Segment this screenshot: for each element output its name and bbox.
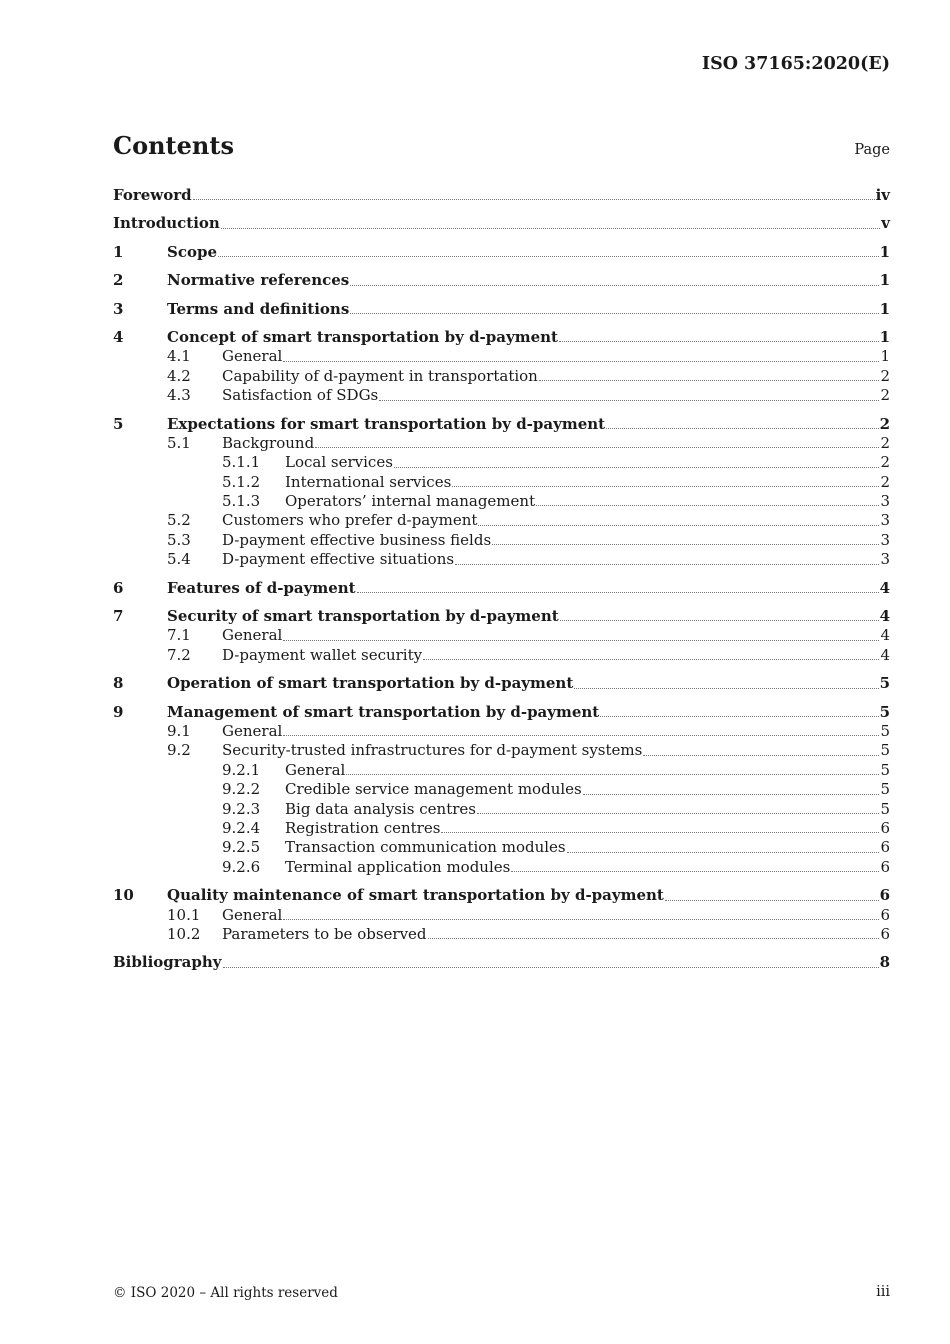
toc-entry[interactable] [113,722,890,741]
toc-entry-page: 8 [879,953,890,972]
toc-entry-title: Operators’ internal management [285,492,536,511]
toc-entry-title: Scope [167,242,218,261]
toc-entry[interactable] [113,741,890,760]
toc-entry[interactable] [113,838,890,857]
toc-entry-page: 4 [879,578,890,597]
toc-entry[interactable] [113,300,890,319]
toc-entry-page: 2 [880,433,890,452]
dot-leader [643,755,879,756]
dot-leader [559,341,879,342]
toc-entry-number: 5.2 [167,511,191,530]
toc-entry-number: 10.1 [167,905,201,924]
toc-entry-page: 3 [880,492,890,511]
dot-leader [423,659,879,660]
toc-entry-number: 6 [113,578,124,597]
dot-leader [606,428,878,429]
toc-entry-page: 3 [880,511,890,530]
toc-entry[interactable] [113,819,890,838]
toc-entry[interactable] [113,243,890,262]
toc-entry-number: 9.2.2 [222,780,261,799]
dot-leader [218,256,879,257]
toc-entry-page: v [881,214,890,233]
toc-entry-page: iv [875,186,890,204]
toc-entry-page: 4 [879,607,890,626]
toc-entry-title: D-payment effective situations [222,550,455,569]
dot-leader [283,919,879,920]
toc-entry-number: 10.2 [167,924,201,943]
dot-leader [665,900,879,901]
toc-entry[interactable] [113,415,890,434]
toc-entry[interactable] [113,328,890,347]
toc-entry-title: Terminal application modules [285,857,511,876]
dot-leader [452,486,879,487]
toc-entry-page: 4 [880,645,890,664]
dot-leader [379,400,879,401]
contents-title: Contents [113,131,234,160]
toc-entry[interactable] [113,925,890,944]
toc-entry-title: Introduction [113,214,220,233]
dot-leader [441,832,879,833]
toc-entry[interactable] [113,646,890,665]
toc-entry-number: 4 [113,327,124,346]
toc-entry[interactable] [113,703,890,722]
dot-leader [357,592,879,593]
toc-entry-number: 5.4 [167,550,191,569]
toc-entry-page: 1 [880,347,890,366]
toc-entry-number: 5.1.2 [222,472,261,491]
toc-entry-page: 5 [880,741,890,760]
toc-entry-title: Operation of smart transportation by d-payment [167,674,574,693]
toc-entry-number: 5 [113,414,124,433]
toc-entry-page: 1 [879,299,890,318]
toc-entry-number: 4.1 [167,347,191,366]
copyright-notice: © ISO 2020 – All rights reserved [113,1285,338,1301]
toc-entry[interactable] [113,886,890,905]
toc-entry-title: Concept of smart transportation by d-payment [167,327,558,346]
toc-entry-title: Satisfaction of SDGs [222,386,379,405]
dot-leader [567,852,880,853]
toc-entry-title: Registration centres [285,818,441,837]
toc-entry-title: Features of d-payment [167,578,356,597]
toc-entry-page: 5 [880,760,890,779]
dot-leader [428,938,880,939]
toc-entry-title: General [222,721,283,740]
dot-leader [193,199,875,200]
toc-entry[interactable] [113,511,890,530]
dot-leader [350,285,878,286]
toc-entry-page: 4 [880,626,890,645]
toc-entry[interactable] [113,386,890,405]
toc-entry-number: 9.2.1 [222,760,261,779]
toc-entry-page: 1 [879,242,890,261]
toc-entry-title: Credible service management modules [285,780,582,799]
toc-entry-title: Security of smart transportation by d-payment [167,607,559,626]
toc-entry-number: 4.2 [167,366,191,385]
toc-entry[interactable] [113,367,890,386]
toc-entry-page: 2 [880,386,890,405]
toc-entry-number: 7.2 [167,645,191,664]
toc-entry-title: International services [285,472,452,491]
toc-entry-title: Quality maintenance of smart transportation by d-payment [167,886,664,905]
toc-entry[interactable] [113,800,890,819]
toc-entry[interactable] [113,906,890,925]
toc-entry[interactable] [113,761,890,780]
toc-entry-title: Terms and definitions [167,299,350,318]
dot-leader [560,620,879,621]
dot-leader [600,716,878,717]
dot-leader [492,544,879,545]
document-id-header: ISO 37165:2020(E) [701,54,890,74]
toc-entry-number: 5.1.3 [222,492,261,511]
toc-entry-number: 9.2.3 [222,799,261,818]
toc-entry[interactable] [113,473,890,492]
toc-entry-number: 9.1 [167,721,191,740]
dot-leader [223,967,879,968]
toc-entry-page: 6 [880,905,890,924]
toc-entry-title: Foreword [113,186,192,204]
toc-entry-title: General [222,905,283,924]
dot-leader [315,447,879,448]
page-column-label: Page [854,142,890,158]
dot-leader [477,813,879,814]
toc-entry[interactable] [113,607,890,626]
toc-entry-number: 9.2 [167,741,191,760]
toc-entry[interactable] [113,579,890,598]
toc-entry-number: 10 [113,886,134,905]
toc-entry[interactable] [113,347,890,366]
toc-entry[interactable] [113,453,890,472]
toc-entry[interactable] [113,531,890,550]
toc-entry-page: 3 [880,530,890,549]
toc-entry-number: 4.3 [167,386,191,405]
toc-entry-page: 2 [880,472,890,491]
toc-entry-page: 5 [880,721,890,740]
toc-entry-page: 6 [880,838,890,857]
toc-entry-number: 2 [113,271,124,290]
toc-entry-page: 2 [880,453,890,472]
toc-entry-title: Normative references [167,271,350,290]
toc-entry-page: 5 [879,702,890,721]
toc-entry-page: 1 [879,327,890,346]
toc-entry[interactable] [113,434,890,453]
toc-entry-title: Local services [285,453,393,472]
toc-entry-number: 9.2.4 [222,818,261,837]
dot-leader [478,525,879,526]
dot-leader [536,505,879,506]
toc-entry-page: 2 [879,414,890,433]
dot-leader [455,564,879,565]
dot-leader [283,640,879,641]
toc-entry-number: 8 [113,674,124,693]
table-of-contents [113,186,890,973]
toc-entry-number: 5.1 [167,433,191,452]
toc-entry[interactable] [113,858,890,877]
toc-entry-number: 9.2.6 [222,857,261,876]
toc-entry-title: Background [222,433,315,452]
toc-entry-title: D-payment wallet security [222,645,423,664]
toc-entry-number: 3 [113,299,124,318]
toc-entry-number: 1 [113,242,124,261]
toc-entry-title: Capability of d-payment in transportation [222,366,538,385]
toc-entry-title: Parameters to be observed [222,924,427,943]
toc-entry-number: 7.1 [167,626,191,645]
toc-entry[interactable] [113,953,890,972]
toc-entry[interactable] [113,780,890,799]
dot-leader [221,228,880,229]
toc-entry-title: Management of smart transportation by d-payment [167,702,600,721]
dot-leader [574,688,878,689]
toc-entry[interactable] [113,186,890,205]
toc-entry-number: 5.1.1 [222,453,261,472]
dot-leader [539,380,880,381]
toc-entry-title: Customers who prefer d-payment [222,511,478,530]
dot-leader [350,313,878,314]
toc-entry[interactable] [113,214,890,233]
toc-entry-title: Bibliography [113,953,222,972]
dot-leader [346,774,879,775]
toc-entry-page: 5 [879,674,890,693]
toc-entry-page: 6 [880,818,890,837]
toc-entry-page: 5 [880,799,890,818]
toc-entry-page: 3 [880,550,890,569]
toc-entry-title: Transaction communication modules [285,838,566,857]
toc-entry-title: General [285,760,346,779]
toc-entry-title: General [222,347,283,366]
toc-entry-page: 1 [879,271,890,290]
toc-entry-page: 6 [880,924,890,943]
toc-entry-title: D-payment effective business fields [222,530,492,549]
dot-leader [583,794,880,795]
toc-entry-title: Expectations for smart transportation by d-payment [167,414,606,433]
dot-leader [511,871,879,872]
dot-leader [283,735,879,736]
toc-entry-title: Security-trusted infrastructures for d-payment systems [222,741,643,760]
dot-leader [283,361,879,362]
toc-entry-page: 5 [880,780,890,799]
toc-entry[interactable] [113,626,890,645]
toc-entry[interactable] [113,271,890,290]
toc-entry-title: Big data analysis centres [285,799,476,818]
toc-entry-page: 6 [880,857,890,876]
page-number: iii [876,1284,890,1300]
toc-entry[interactable] [113,550,890,569]
toc-entry-page: 2 [880,366,890,385]
toc-entry-page: 6 [879,886,890,905]
toc-entry[interactable] [113,674,890,693]
toc-entry-number: 9 [113,702,124,721]
dot-leader [394,467,880,468]
toc-entry-number: 7 [113,607,124,626]
toc-entry-number: 9.2.5 [222,838,261,857]
toc-entry[interactable] [113,492,890,511]
toc-entry-title: General [222,626,283,645]
toc-entry-number: 5.3 [167,530,191,549]
